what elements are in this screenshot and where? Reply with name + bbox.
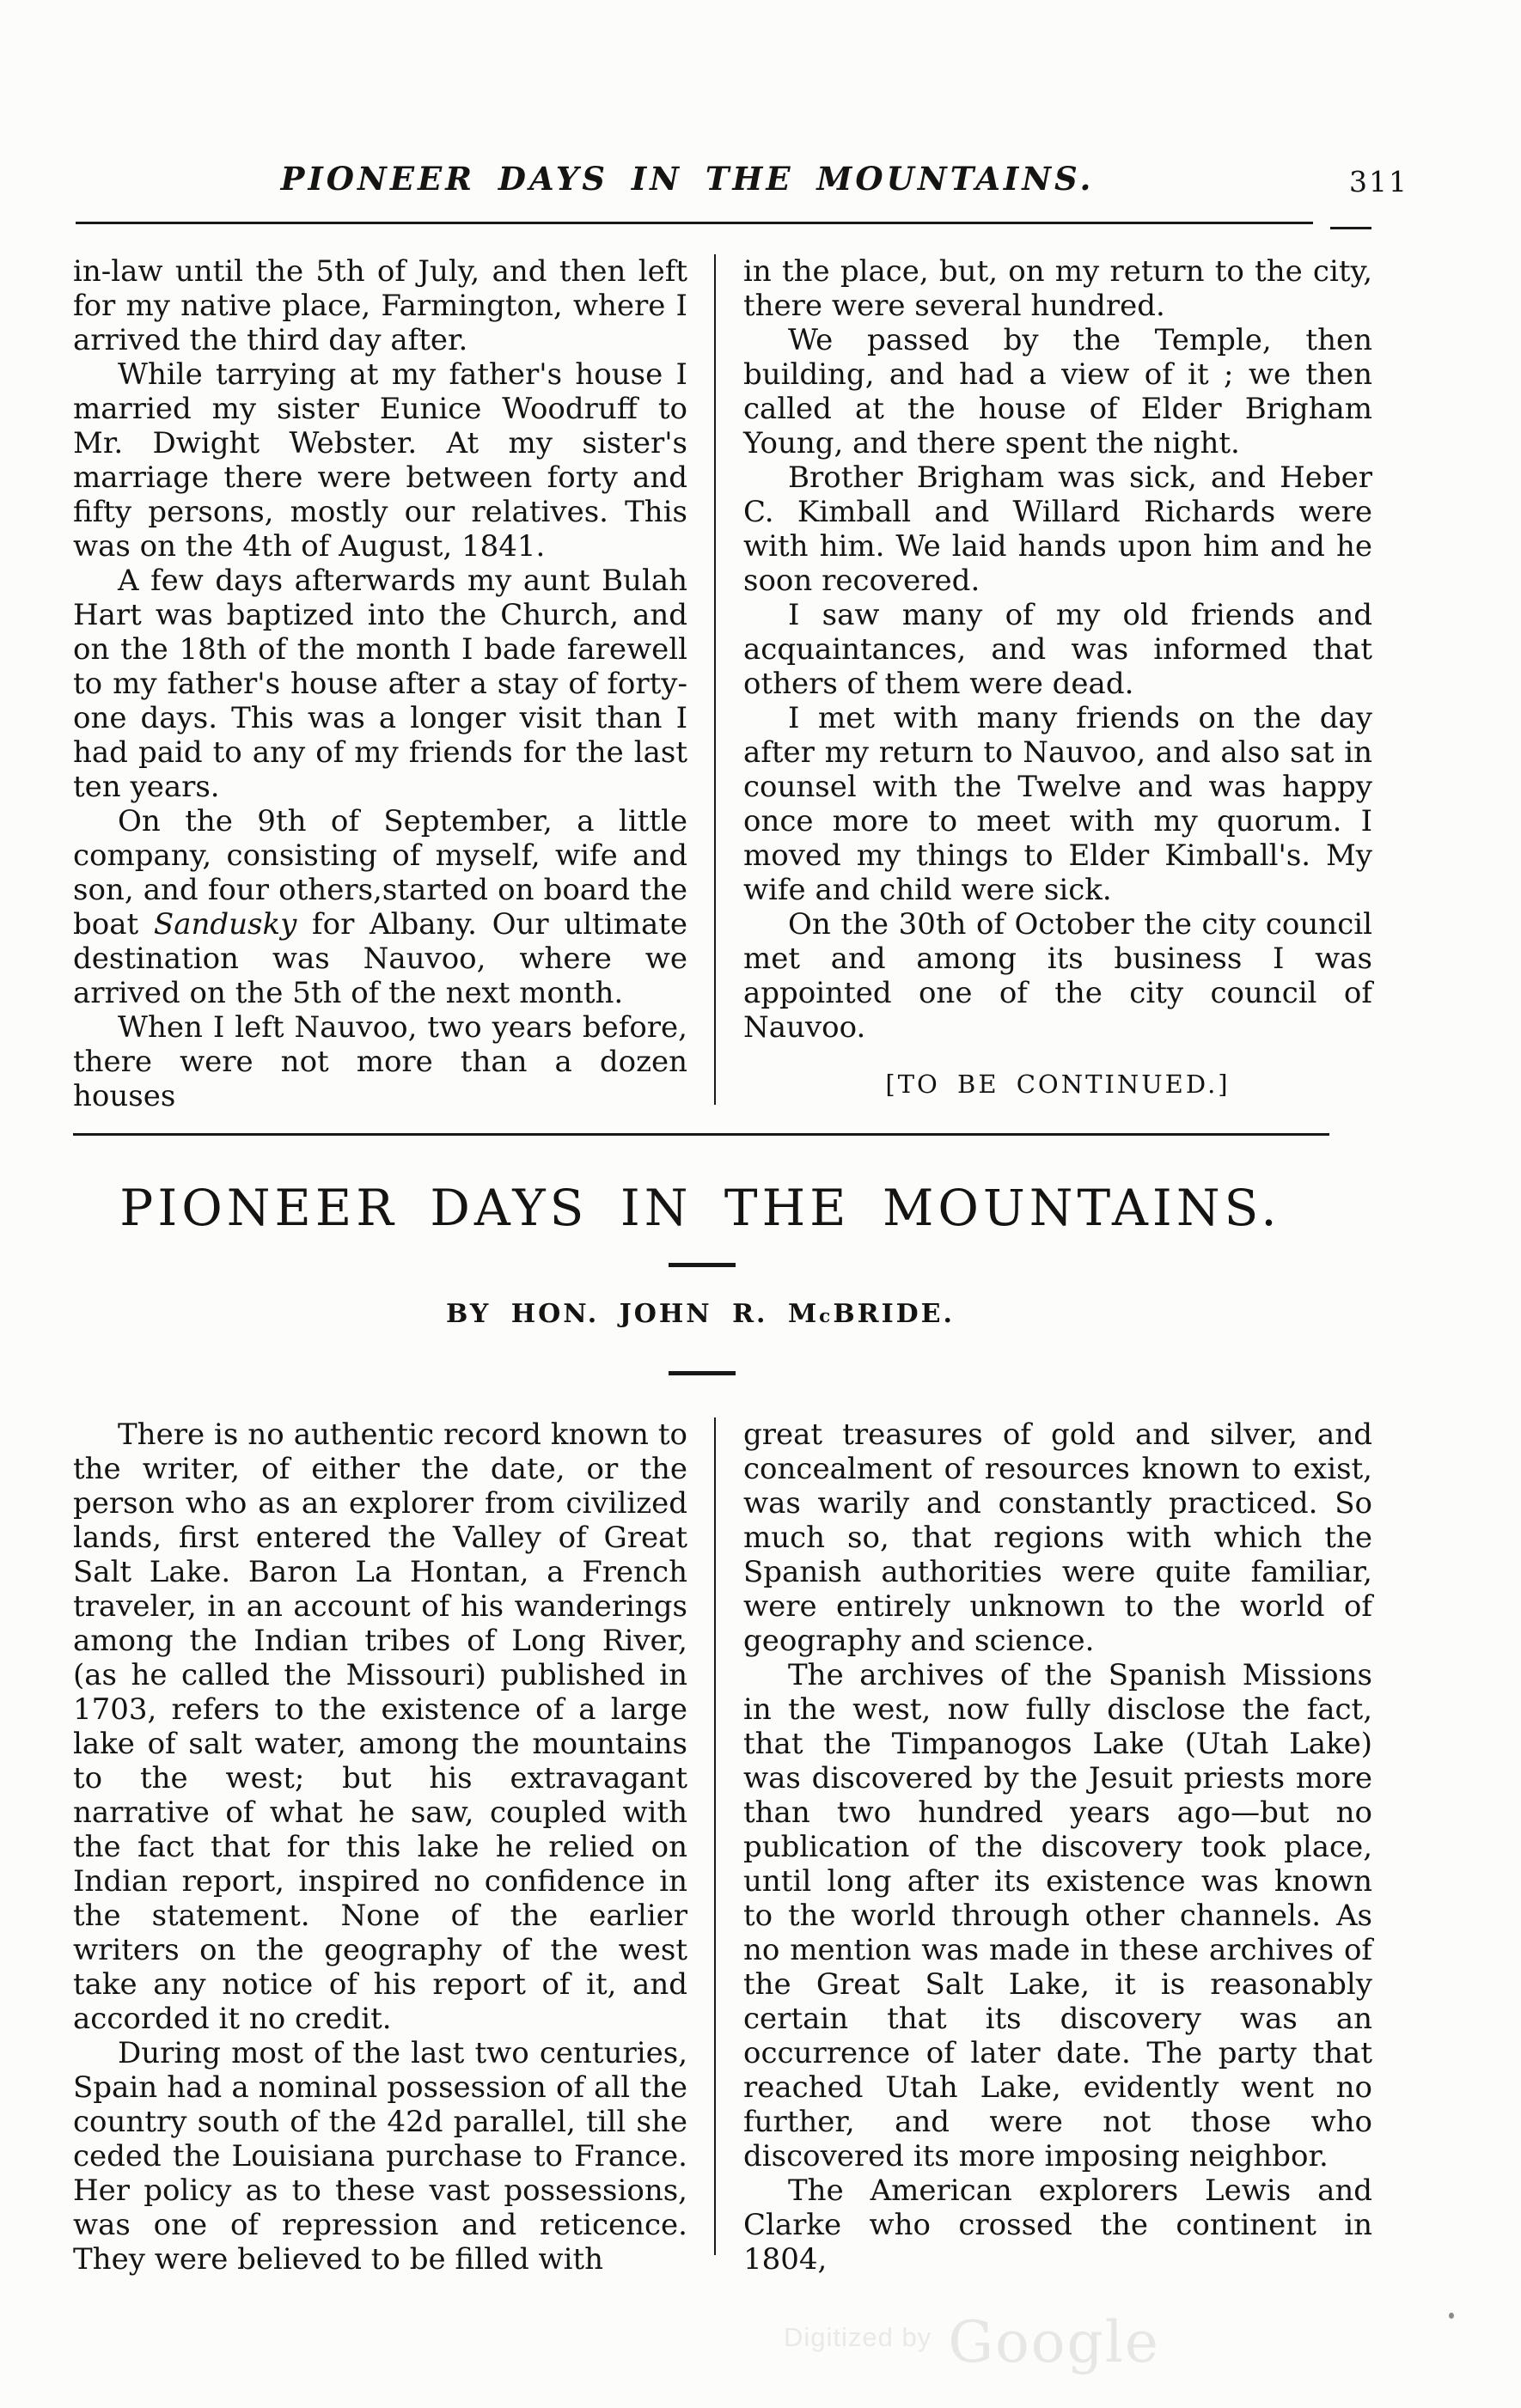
paragraph: A few days afterwards my aunt Bulah Hart was baptized into the Church, and on the 18th of the month I bade farewell to my father's house after a stay of forty-one days. This was a longer visit than I had paid to any of my friends for the last ten years. xyxy=(73,564,687,804)
page-number: 311 xyxy=(1349,165,1408,198)
header-rule-dash xyxy=(1330,227,1371,229)
byline-post: BRIDE. xyxy=(833,1299,955,1329)
column-divider xyxy=(714,254,716,1105)
paragraph: During most of the last two centuries, Spain had a nominal possession of all the country south of the 42d parallel, till she ceded the Louisiana purchase to France. Her policy as to these vast possessions, was one of repression and reticence. They were believed to be filled with xyxy=(73,2036,687,2277)
running-head-title: PIONEER DAYS IN THE MOUNTAINS. xyxy=(280,160,1095,198)
paragraph: There is no authentic record known to the writer, of either the date, or the person who as an explorer from civilized lands, first entered the Valley of Great Salt Lake. Baron La Hontan, a French traveler, in an account of his wanderings among the Indian tribes of Long River, (as he called the Missouri) published in 1703, refers to the existence of a large lake of salt water, among the mountains to the west; but his extravagant narrative of what he saw, coupled with the fact that for this lake he relied on Indian report, inspired no confidence in the statement. None of the earlier writers on the geography of the west take any notice of his report of it, and accorded it no credit. xyxy=(73,1417,687,2036)
digitization-watermark xyxy=(784,2309,1160,2375)
paragraph: We passed by the Temple, then building, and had a view of it ; we then called at the house of Elder Brigham Young, and there spent the night. xyxy=(743,323,1372,460)
running-head xyxy=(73,160,1414,211)
paragraph: great treasures of gold and silver, and concealment of resources known to exist, was warily and constantly practiced. So much so, that regions with which the Spanish authorities were quite familiar, were entirely unknown to the world of geography and science. xyxy=(743,1417,1372,1658)
article-continued-right-column xyxy=(743,254,1372,1101)
to-be-continued-note: [TO BE CONTINUED.] xyxy=(885,1070,1231,1099)
section-divider-rule xyxy=(73,1133,1329,1136)
paragraph: When I left Nauvoo, two years before, there were not more than a dozen houses xyxy=(73,1010,687,1113)
paragraph: On the 30th of October the city council met and among its business I was appointed one of the city council of Nauvoo. xyxy=(743,907,1372,1045)
article-body-left-column xyxy=(73,1417,687,2277)
article-continued xyxy=(73,254,1375,1113)
paragraph: in-law until the 5th of July, and then left for my native place, Farmington, where I arrived the third day after. xyxy=(73,254,687,357)
paragraph: in the place, but, on my return to the city, there were several hundred. xyxy=(743,254,1372,323)
byline-small-c: c xyxy=(819,1306,834,1327)
watermark-prefix: Digitized by xyxy=(784,2322,932,2352)
paragraph: I saw many of my old friends and acquaintances, and was informed that others of them were dead. xyxy=(743,598,1372,701)
article-body xyxy=(73,1417,1375,2277)
paragraph: Brother Brigham was sick, and Heber C. Kimball and Willard Richards were with him. We laid hands upon him and he soon recovered. xyxy=(743,460,1372,598)
article-title: PIONEER DAYS IN THE MOUNTAINS. xyxy=(119,1179,1281,1237)
byline-pre: BY HON. JOHN R. M xyxy=(446,1299,820,1329)
paragraph: While tarrying at my father's house I married my sister Eunice Woodruff to Mr. Dwight Webster. At my sister's marriage there were between forty and fifty persons, mostly our relatives. This was on the 4th of August, 1841. xyxy=(73,357,687,564)
scan-speck xyxy=(1449,2313,1454,2319)
google-logo: Google xyxy=(948,2309,1160,2375)
paragraph: I met with many friends on the day after my return to Nauvoo, and also sat in counsel with the Twelve and was happy once more to meet with my quorum. I moved my things to Elder Kimball's. My wife and child were sick. xyxy=(743,701,1372,907)
header-rule xyxy=(76,222,1313,224)
article-byline xyxy=(73,1299,1328,1329)
article-continued-left-column xyxy=(73,254,687,1113)
article-body-right-column xyxy=(743,1417,1372,2277)
paragraph: On the 9th of September, a little company, consisting of myself, wife and son, and four others,started on board the boat Sandusky for Albany. Our ultimate destination was Nauvoo, where we arrived on the 5th of the next month. xyxy=(73,804,687,1010)
paragraph: The American explorers Lewis and Clarke who crossed the continent in 1804, xyxy=(743,2173,1372,2277)
paragraph: The archives of the Spanish Missions in the west, now fully disclose the fact, that the Timpanogos Lake (Utah Lake) was discovered by the Jesuit priests more than two hundred years ago—but no publication of the discovery took place, until long after its existence was known to the world through other channels. As no mention was made in these archives of the Great Salt Lake, it is reasonably certain that its discovery was an occurrence of later date. The party that reached Utah Lake, evidently went no further, and were not those who discovered its more imposing neighbor. xyxy=(743,1658,1372,2173)
title-rule xyxy=(669,1263,736,1267)
column-divider xyxy=(714,1417,716,2255)
byline-rule xyxy=(669,1371,736,1375)
